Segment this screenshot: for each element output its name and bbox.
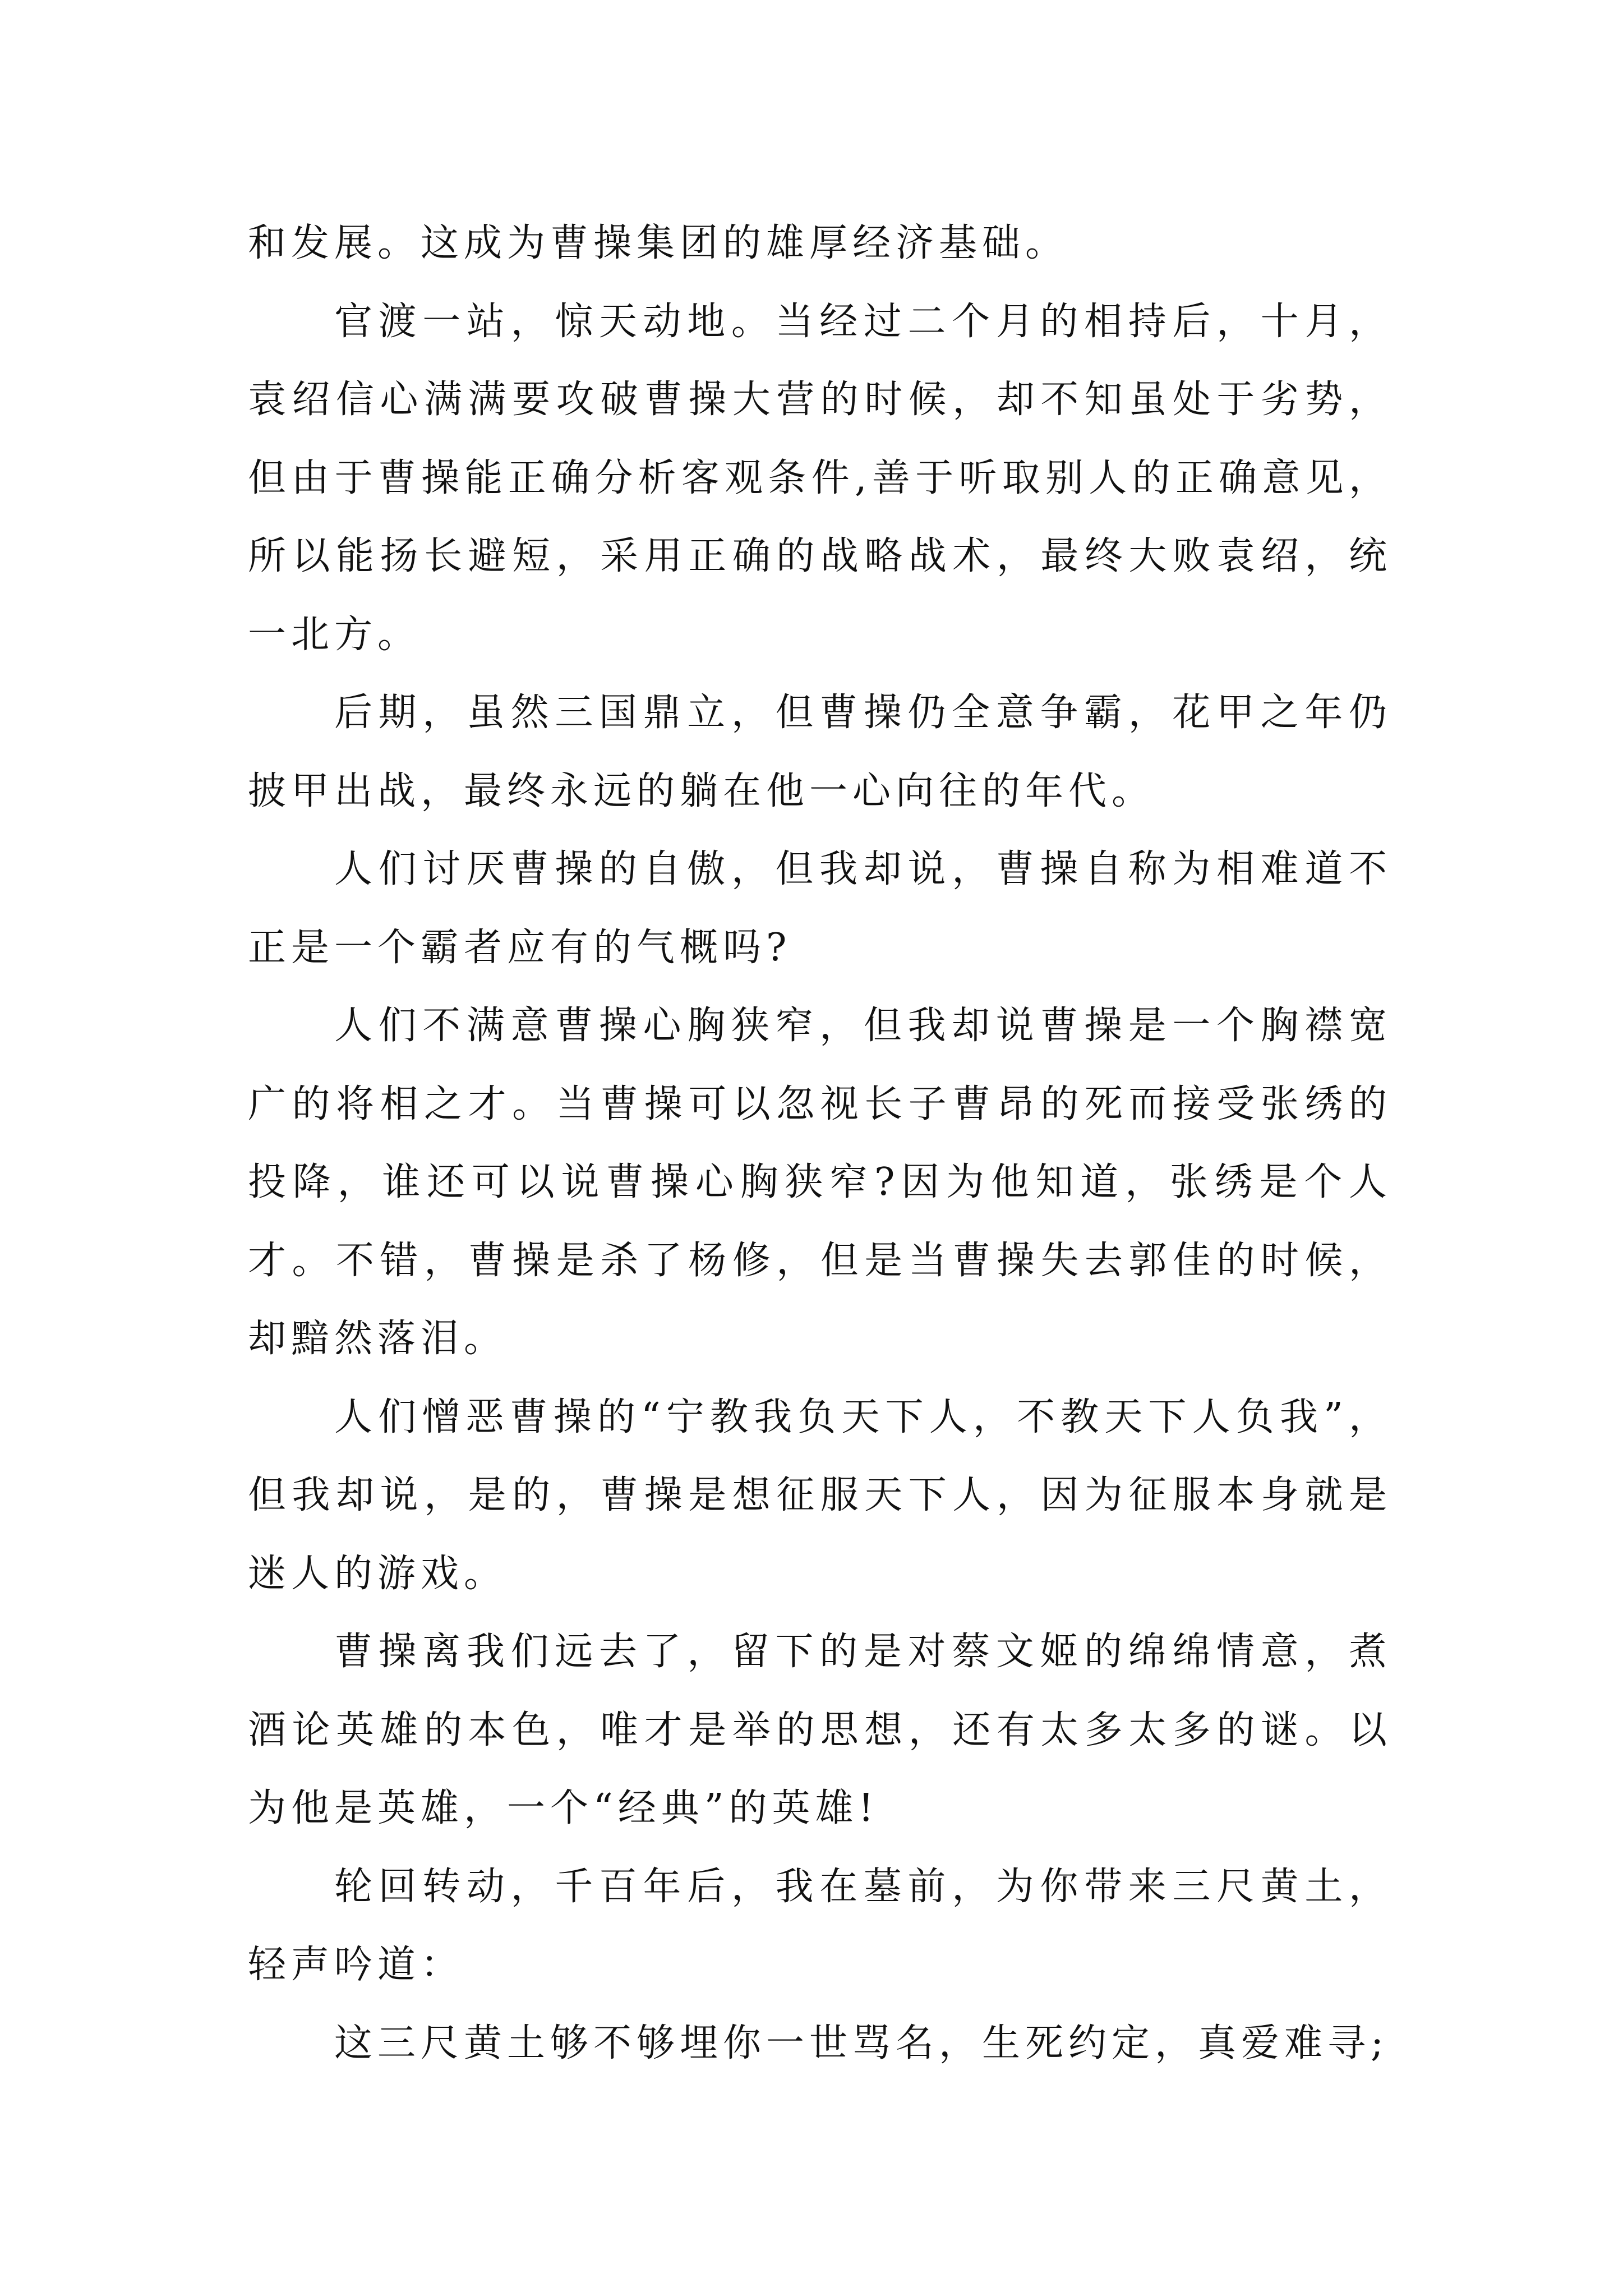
paragraph-7: 曹操离我们远去了，留下的是对蔡文姬的绵绵情意，煮酒论英雄的本色，唯才是举的思想，还有太多太多的谜。以为他是英雄，一个“经典”的英雄! <box>248 1630 1392 1830</box>
paragraph-5: 人们不满意曹操心胸狭窄，但我却说曹操是一个胸襟宽广的将相之才。当曹操可以忽视长子曹昂的死而接受张绣的投降，谁还可以说曹操心胸狭窄?因为他知道，张绣是个人才。不错，曹操是杀了杨修，但是当曹操失去郭佳的时候，却黯然落泪。 <box>248 1004 1392 1361</box>
paragraph-1: 和发展。这成为曹操集团的雄厚经济基础。 <box>248 221 1069 265</box>
paragraph-3: 后期，虽然三国鼎立，但曹操仍全意争霸，花甲之年仍披甲出战，最终永远的躺在他一心向往的年代。 <box>248 691 1392 813</box>
paragraph-4: 人们讨厌曹操的自傲，但我却说，曹操自称为相难道不正是一个霸者应有的气概吗? <box>248 847 1392 970</box>
paragraph-2: 官渡一站，惊天动地。当经过二个月的相持后，十月，袁绍信心满满要攻破曹操大营的时候，却不知虽处于劣势，但由于曹操能正确分析客观条件,善于听取别人的正确意见，所以能扬长避短，采用正确的战略战术，最终大败袁绍，统一北方。 <box>248 299 1392 657</box>
paragraph-6: 人们憎恶曹操的“宁教我负天下人，不教天下人负我”，但我却说，是的，曹操是想征服天下人，因为征服本身就是迷人的游戏。 <box>248 1395 1392 1596</box>
essay-body <box>248 204 1392 2082</box>
paragraph-9: 这三尺黄土够不够埋你一世骂名，生死约定，真爱难寻; <box>334 2021 1389 2065</box>
paragraph-8: 轮回转动，千百年后，我在墓前，为你带来三尺黄土，轻声吟道： <box>248 1864 1392 1987</box>
